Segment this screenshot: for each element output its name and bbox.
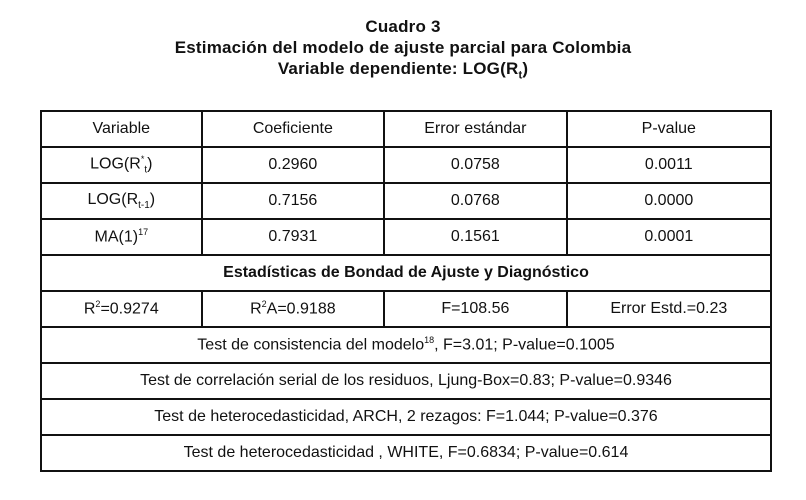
- table-title: [0, 16, 806, 86]
- test-row: [41, 435, 771, 471]
- variable-cell: [41, 219, 202, 255]
- r2-cell: [41, 291, 202, 327]
- p-value-cell: 0.0011: [567, 147, 771, 183]
- r2a-value: A=0.9188: [266, 300, 336, 318]
- std-error-est-cell: Error Estd.=0.23: [567, 291, 771, 327]
- std-error-cell: 0.0768: [384, 183, 567, 219]
- p-value-cell: 0.0001: [567, 219, 771, 255]
- variable-cell: [41, 183, 202, 219]
- variable-suffix: ): [149, 190, 156, 208]
- coefficient-cell: 0.7931: [202, 219, 385, 255]
- std-error-cell: 0.1561: [384, 219, 567, 255]
- section-title: Estadísticas de Bondad de Ajuste y Diagnóstico: [41, 255, 771, 291]
- header-std-error: Error estándar: [384, 111, 567, 147]
- coefficient-cell: 0.7156: [202, 183, 385, 219]
- consistency-test-label: Test de consistencia del modelo: [197, 336, 425, 354]
- fit-stats-row: [41, 291, 771, 327]
- variable-name: LOG(R: [87, 190, 139, 208]
- header-row: [41, 111, 771, 147]
- header-variable: Variable: [41, 111, 202, 147]
- table-row: [41, 183, 771, 219]
- table-row: [41, 147, 771, 183]
- white-test-cell: Test de heterocedasticidad , WHITE, F=0.6834; P-value=0.614: [41, 435, 771, 471]
- test-row: [41, 399, 771, 435]
- consistency-test-footnote: 18: [424, 335, 435, 346]
- variable-sup: 17: [138, 227, 149, 238]
- variable-name: LOG(R: [90, 155, 141, 173]
- r2a-cell: [202, 291, 385, 327]
- test-row: [41, 363, 771, 399]
- r2a-label: R: [250, 300, 262, 318]
- f-stat-cell: F=108.56: [384, 291, 567, 327]
- table-row: [41, 219, 771, 255]
- variable-sup: *: [140, 154, 145, 165]
- results-table: [40, 110, 772, 472]
- test-row: [41, 327, 771, 363]
- coefficient-cell: 0.2960: [202, 147, 385, 183]
- header-coefficient: Coeficiente: [202, 111, 385, 147]
- title-line-3-prefix: Variable dependiente: LOG(R: [277, 59, 519, 78]
- std-error-cell: 0.0758: [384, 147, 567, 183]
- r2-label: R: [83, 300, 96, 318]
- variable-name: MA(1): [94, 228, 139, 246]
- consistency-test-cell: [41, 327, 771, 363]
- header-p-value: P-value: [567, 111, 771, 147]
- r2-value: =0.9274: [100, 300, 159, 318]
- arch-test-cell: Test de heterocedasticidad, ARCH, 2 rezagos: F=1.044; P-value=0.376: [41, 399, 771, 435]
- variable-cell: [41, 147, 202, 183]
- title-line-3-sub: t: [518, 69, 523, 82]
- serial-correlation-test-cell: Test de correlación serial de los residuos, Ljung-Box=0.83; P-value=0.9346: [41, 363, 771, 399]
- variable-suffix: ): [147, 155, 153, 173]
- r2-sup: 2: [95, 299, 101, 310]
- title-line-2: Estimación del modelo de ajuste parcial para Colombia: [174, 38, 632, 57]
- r2a-sup: 2: [261, 299, 267, 310]
- consistency-test-values: , F=3.01; P-value=0.1005: [434, 336, 615, 354]
- title-line-3-suffix: ): [522, 59, 529, 78]
- title-line-1: Cuadro 3: [365, 17, 441, 36]
- section-row: [41, 255, 771, 291]
- p-value-cell: 0.0000: [567, 183, 771, 219]
- variable-sub: t: [144, 164, 148, 176]
- title-line-3: [0, 58, 806, 86]
- variable-sub: t-1: [138, 200, 150, 212]
